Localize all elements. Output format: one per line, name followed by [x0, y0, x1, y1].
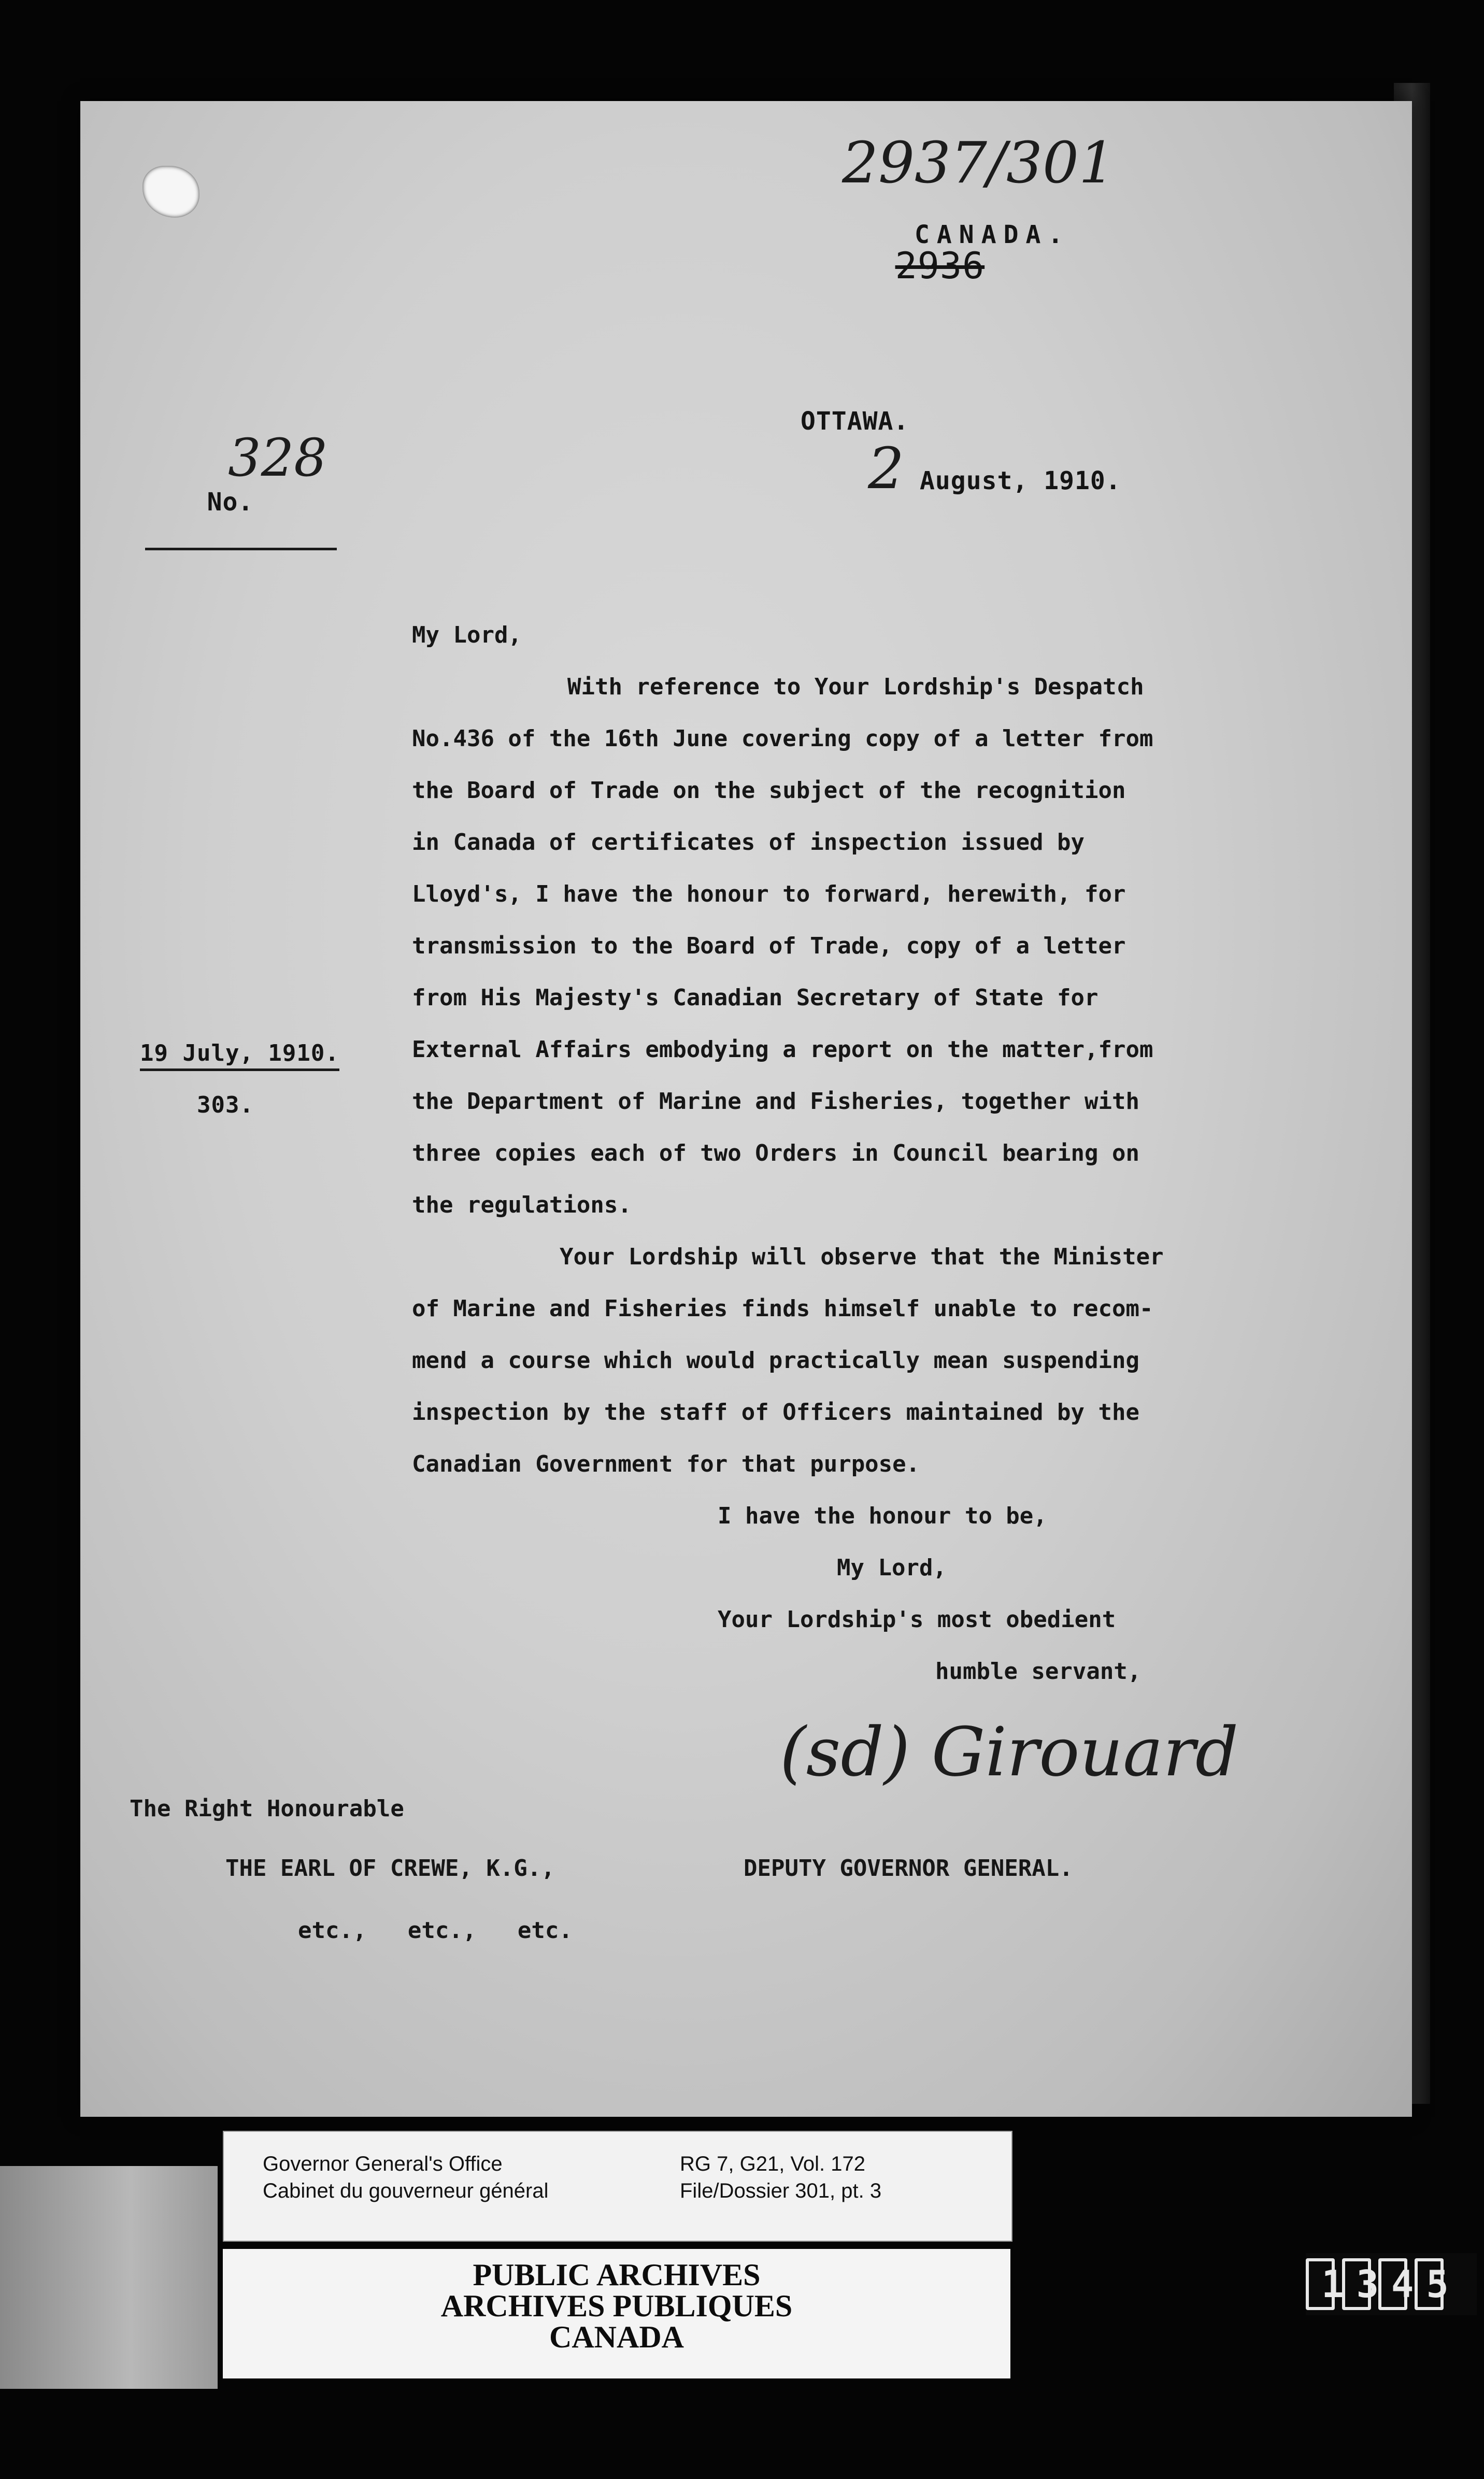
body-line-15: inspection by the staff of Officers maintained by the [412, 1399, 1139, 1426]
archives-country: CANADA [549, 2320, 684, 2354]
record-group: RG 7, G21, Vol. 172 [680, 2153, 865, 2175]
body-line-7: from His Majesty's Canadian Secretary of State for [412, 985, 1098, 1011]
day-handwritten: 2 [868, 435, 904, 502]
despatch-number: No. [145, 459, 337, 550]
body-line-16: Canadian Government for that purpose. [412, 1451, 920, 1477]
file-dossier: File/Dossier 301, pt. 3 [680, 2179, 882, 2202]
margin-ref-number: 303. [197, 1092, 254, 1118]
body-line-2: No.436 of the 16th June covering copy of a letter from [412, 725, 1153, 752]
closing-line-2: My Lord, [837, 1555, 947, 1581]
archive-reference-label [223, 2131, 1012, 2242]
body-line-11: the regulations. [412, 1192, 632, 1218]
film-strip-left [0, 2166, 218, 2389]
body-line-6: transmission to the Board of Trade, copy of a letter [412, 933, 1126, 959]
file-number-typed: 2936 [895, 245, 985, 287]
letter-date: August, 1910. [920, 466, 1121, 495]
office-french: Cabinet du gouverneur général [263, 2179, 549, 2202]
office-english: Governor General's Office [263, 2153, 503, 2175]
archives-english: PUBLIC ARCHIVES [473, 2258, 761, 2292]
closing-line-1: I have the honour to be, [718, 1503, 1047, 1529]
body-line-9: the Department of Marine and Fisheries, together with [412, 1088, 1139, 1115]
addressee-line-1: The Right Honourable [130, 1796, 404, 1822]
body-line-8: External Affairs embodying a report on the matter,from [412, 1036, 1153, 1063]
body-line-5: Lloyd's, I have the honour to forward, herewith, for [412, 881, 1126, 907]
body-line-10: three copies each of two Orders in Council bearing on [412, 1140, 1139, 1166]
file-number-handwritten: 2937/301 [842, 130, 1115, 196]
salutation: My Lord, [412, 622, 522, 648]
public-archives-stamp [223, 2249, 1010, 2378]
body-line-1: With reference to Your Lordship's Despatch [567, 674, 1144, 700]
body-line-13: of Marine and Fisheries finds himself unable to recom- [412, 1295, 1153, 1322]
letter-page [80, 101, 1412, 2117]
frame-number-text: 1345 [1321, 2262, 1461, 2306]
body-line-14: mend a course which would practically mean suspending [412, 1347, 1139, 1374]
body-line-4: in Canada of certificates of inspection issued by [412, 829, 1085, 856]
deputy-title: DEPUTY GOVERNOR GENERAL. [744, 1855, 1073, 1882]
body-line-12: Your Lordship will observe that the Minister [560, 1244, 1164, 1270]
punch-hole [142, 166, 199, 218]
country-heading: CANADA. [915, 220, 1071, 249]
archives-french: ARCHIVES PUBLIQUES [440, 2289, 793, 2323]
addressee-line-2: THE EARL OF CREWE, K.G., [225, 1855, 555, 1882]
closing-line-3: Your Lordship's most obedient [718, 1606, 1116, 1633]
city: OTTAWA. [801, 407, 909, 436]
body-line-3: the Board of Trade on the subject of the recognition [412, 777, 1126, 804]
closing-line-4: humble servant, [935, 1658, 1141, 1685]
frame-number [1306, 2253, 1477, 2315]
signature: (sd) Girouard [780, 1713, 1239, 1791]
addressee-line-3: etc., etc., etc. [298, 1917, 573, 1944]
despatch-number-handwritten: 328 [228, 428, 327, 488]
margin-date: 19 July, 1910. [140, 1040, 339, 1071]
